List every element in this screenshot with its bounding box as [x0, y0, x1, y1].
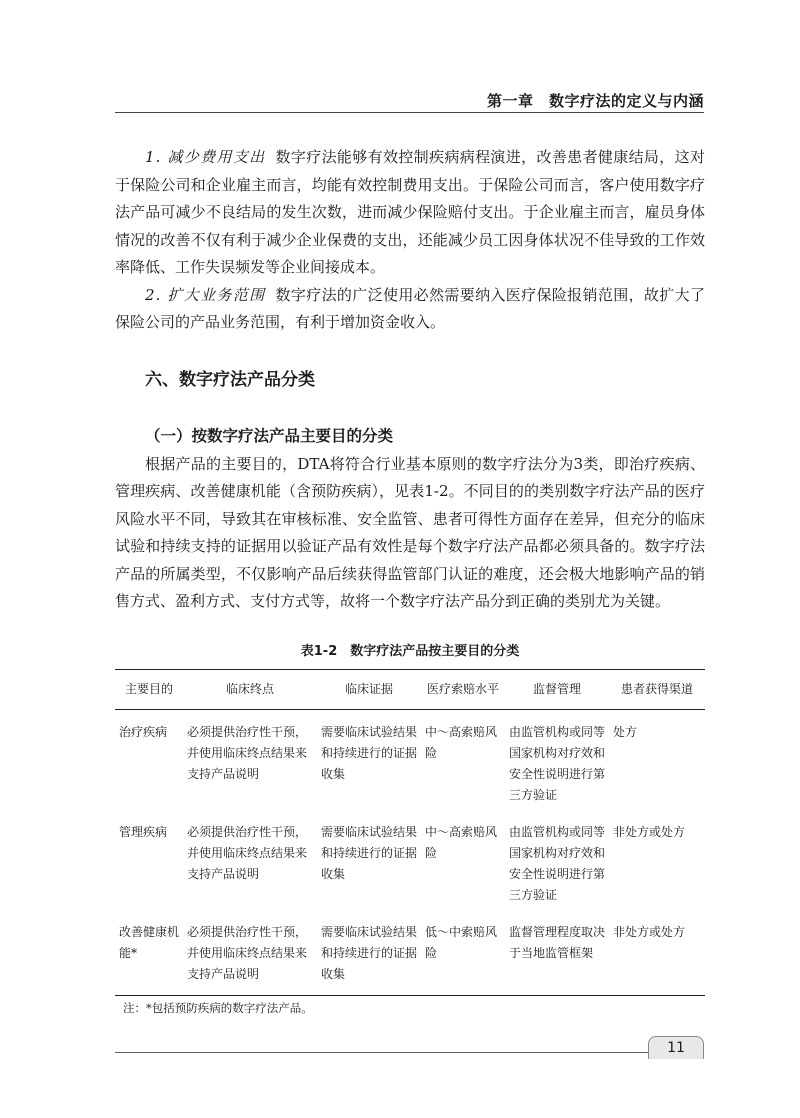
table-cell: 改善健康机能*	[119, 924, 180, 960]
section-title: 六、数字疗法产品分类	[145, 369, 315, 390]
table-cell: 处方	[613, 724, 638, 739]
table-cell: 必须提供治疗性干预，并使用临床终点结果来支持产品说明	[187, 824, 308, 881]
header-cell: 主要目的	[124, 681, 173, 696]
table-cell: 非处方或处方	[613, 924, 686, 939]
header-cell: 医疗索赔水平	[426, 681, 499, 696]
table-cell: 由监管机构或同等国家机构对疗效和安全性说明进行第三方验证	[509, 824, 606, 902]
paragraph-classification: 根据产品的主要目的，DTA将符合行业基本原则的数字疗法分为3类，即治疗疾病、管理疾病、改善健康机能（含预防疾病），见表1-2。不同目的的类别数字疗法产品的医疗风险水平不同，导致其在审核标准、安全监管、患者可得性方面存在差异，但充分的临床试验和持续支持的证据用以验证产品有效性是每个数字疗法产品都必须具备的。数字疗法产品的所属类型，不仅影响产品后续获得监管部门认证的难度，还会极大地影响产品的销售方式、盈利方式、支付方式等，故将一个数字疗法产品分到正确的类别尤为关键。	[115, 454, 705, 610]
table-cell: 中～高索赔风险	[425, 824, 498, 860]
page-number: 11	[648, 1036, 704, 1059]
subsection-title: （一）按数字疗法产品主要目的分类	[145, 426, 394, 445]
paragraph-text: 数字疗法的广泛使用必然需要纳入医疗保险报销范围，故扩大了保险公司的产品业务范围，有利于增加资金收入。	[115, 285, 705, 331]
table-caption: 表1-2 数字疗法产品按主要目的分类	[300, 643, 520, 659]
table-header-row	[115, 669, 705, 709]
table-row	[115, 916, 705, 996]
footer-rule	[115, 1052, 704, 1053]
table-cell: 低～中索赔风险	[425, 924, 498, 960]
table-row	[115, 709, 705, 816]
table-cell: 治疗疾病	[119, 724, 168, 739]
table-cell: 监督管理程度取决于当地监管框架	[509, 924, 606, 960]
paragraph-text: 数字疗法能够有效控制疾病病程演进，改善患者健康结局，这对于保险公司和企业雇主而言，均能有效控制费用支出。于保险公司而言，客户使用数字疗法产品可减少不良结局的发生次数，进而减少保险赔付支出。于企业雇主而言，雇员身体情况的改善不仅有利于减少企业保费的支出，还能减少员工因身体状况不佳导致的工作效率降低、工作失误频发等企业间接成本。	[115, 148, 705, 276]
header-rule	[115, 112, 704, 113]
table-cell: 管理疾病	[119, 824, 168, 839]
table-cell: 需要临床试验结果和持续进行的证据收集	[321, 824, 418, 881]
header-cell: 监督管理	[532, 681, 581, 696]
table-cell: 中～高索赔风险	[425, 724, 498, 760]
inline-heading-expand-business: 2. 扩大业务范围	[145, 285, 266, 304]
inline-heading-reduce-costs: 1. 减少费用支出	[145, 148, 266, 166]
table-cell: 需要临床试验结果和持续进行的证据收集	[321, 724, 418, 781]
table-row	[115, 816, 705, 916]
paragraph-expand-business	[115, 282, 705, 337]
paragraph-reduce-costs	[115, 144, 705, 282]
table-cell: 由监管机构或同等国家机构对疗效和安全性说明进行第三方验证	[509, 724, 606, 802]
table-cell: 必须提供治疗性干预，并使用临床终点结果来支持产品说明	[187, 924, 308, 981]
table-cell: 必须提供治疗性干预，并使用临床终点结果来支持产品说明	[187, 724, 308, 781]
table-cell: 非处方或处方	[613, 824, 686, 839]
page-content	[115, 144, 705, 1016]
table-note: 注：*包括预防疾病的数字疗法产品。	[123, 1000, 313, 1015]
classification-table	[115, 669, 705, 996]
running-header: 第一章 数字疗法的定义与内涵	[486, 92, 704, 110]
table-cell: 需要临床试验结果和持续进行的证据收集	[321, 924, 418, 981]
header-cell: 患者获得渠道	[620, 681, 693, 696]
header-cell: 临床终点	[225, 681, 274, 696]
header-cell: 临床证据	[344, 681, 393, 696]
